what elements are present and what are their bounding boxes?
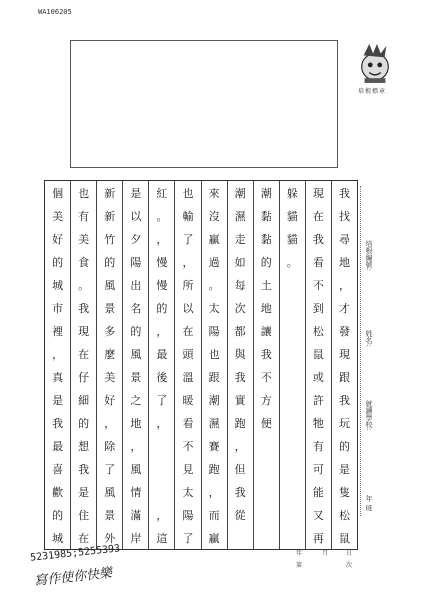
grid-cell: ， — [208, 485, 220, 499]
slogan: 寫作使你快樂 — [33, 565, 113, 590]
grid-cell: 來 — [208, 186, 220, 200]
grid-cell: 情 — [130, 485, 142, 499]
grid-cell: 與 — [234, 347, 246, 361]
grid-cell: 。 — [286, 255, 298, 269]
grid-cell: 都 — [234, 324, 246, 338]
grid-cell: 可 — [312, 462, 324, 476]
grid-cell: ， — [104, 416, 116, 430]
grid-cell: 景 — [130, 370, 142, 384]
grid-cell: 在 — [312, 209, 324, 223]
writing-grid — [44, 180, 358, 550]
grid-cell: 出 — [130, 278, 142, 292]
grid-cell — [280, 342, 305, 365]
grid-cell: 陽 — [208, 324, 220, 338]
grid-cell: 黏 — [260, 209, 272, 223]
grid-cell: 潮 — [208, 393, 220, 407]
grid-cell — [280, 503, 305, 526]
grid-cell: 不 — [260, 370, 272, 384]
grid-cell: 裡 — [52, 324, 64, 338]
grid-cell: 每 — [234, 278, 246, 292]
grid-cell — [280, 365, 305, 388]
grid-cell — [228, 526, 253, 549]
grid-cell: ， — [52, 347, 64, 361]
grid-cell: 現 — [338, 347, 350, 361]
grid-cell — [280, 388, 305, 411]
grid-cell — [254, 503, 279, 526]
grid-cell: 多 — [104, 324, 116, 338]
grid-cell: 風 — [130, 347, 142, 361]
grid-cell: 真 — [52, 370, 64, 384]
grid-cell: 濕 — [208, 416, 220, 430]
grid-cell: 竹 — [104, 232, 116, 246]
grid-cell: 新 — [104, 209, 116, 223]
grid-cell: 不 — [312, 278, 324, 292]
grid-column — [201, 181, 227, 549]
grid-cell: 美 — [104, 370, 116, 384]
phone-numbers: 5231985;5255393 — [29, 543, 121, 564]
grid-cell: 。 — [78, 278, 90, 292]
grid-cell: 找 — [338, 209, 350, 223]
grid-cell: 最 — [156, 347, 168, 361]
grid-cell: 以 — [182, 301, 194, 315]
grid-cell: 實 — [234, 393, 246, 407]
grid-cell: 紅 — [156, 186, 168, 200]
grid-cell: 市 — [52, 301, 64, 315]
grid-cell: 我 — [338, 393, 350, 407]
grid-cell: 景 — [104, 508, 116, 522]
grid-cell: 濕 — [234, 209, 246, 223]
grid-cell: 最 — [52, 439, 64, 453]
grid-cell: 我 — [78, 462, 90, 476]
grid-cell: 仔 — [78, 370, 90, 384]
grid-column — [331, 181, 357, 549]
grid-cell: 能 — [312, 485, 324, 499]
grid-cell: 讓 — [260, 324, 272, 338]
grid-cell: 發 — [338, 324, 350, 338]
grid-cell: ， — [156, 416, 168, 430]
grid-cell: 除 — [104, 439, 116, 453]
grid-cell: 我 — [338, 186, 350, 200]
grid-cell: 次 — [234, 301, 246, 315]
grid-column — [148, 181, 174, 549]
grid-cell: 在 — [78, 531, 90, 545]
grid-cell: 在 — [182, 324, 194, 338]
grid-cell: 隻 — [338, 485, 350, 499]
grid-cell: 從 — [234, 508, 246, 522]
grid-cell: 地 — [130, 416, 142, 430]
grid-cell: 麼 — [104, 347, 116, 361]
grid-cell — [254, 434, 279, 457]
grid-cell: 新 — [104, 186, 116, 200]
grade-class-label: 年 班 — [365, 495, 373, 512]
grid-cell: ， — [130, 439, 142, 453]
grid-cell: 是 — [130, 186, 142, 200]
teacher-comment-box — [70, 40, 338, 168]
month-label: 月 — [322, 550, 329, 557]
grid-cell: 溫 — [182, 370, 194, 384]
grid-column — [227, 181, 253, 549]
grid-cell: 也 — [182, 186, 194, 200]
grid-cell: ， — [338, 278, 350, 292]
grid-cell: 跑 — [234, 416, 246, 430]
grid-cell — [149, 480, 174, 503]
grid-cell — [254, 480, 279, 503]
grid-cell: 滿 — [130, 508, 142, 522]
grid-cell: 歡 — [52, 485, 64, 499]
grid-cell: 我 — [260, 347, 272, 361]
grid-cell — [280, 296, 305, 319]
grid-cell: 食 — [78, 255, 90, 269]
grid-cell: 潮 — [234, 186, 246, 200]
grid-cell: 看 — [312, 255, 324, 269]
grid-cell: 是 — [52, 393, 64, 407]
grid-cell: 我 — [52, 416, 64, 430]
grid-cell: 有 — [78, 209, 90, 223]
grid-cell: 頭 — [182, 347, 194, 361]
grid-cell: ， — [156, 232, 168, 246]
grid-cell — [280, 273, 305, 296]
grid-cell: ， — [182, 255, 194, 269]
grid-column — [96, 181, 122, 549]
grid-cell: 也 — [208, 347, 220, 361]
grid-cell: 風 — [104, 485, 116, 499]
grid-cell: 如 — [234, 255, 246, 269]
grid-cell: 見 — [182, 462, 194, 476]
grid-cell: 陽 — [182, 508, 194, 522]
grid-cell — [280, 434, 305, 457]
grid-cell: 暖 — [182, 393, 194, 407]
grid-cell: 潮 — [260, 186, 272, 200]
grid-cell: 之 — [130, 393, 142, 407]
grid-cell: 城 — [52, 531, 64, 545]
year-label: 年 — [296, 550, 303, 557]
mascot-stamp-icon — [356, 42, 394, 84]
grid-cell: 慢 — [156, 255, 168, 269]
session-suffix: 次 — [346, 562, 353, 569]
grid-cell: 是 — [338, 462, 350, 476]
grid-cell: 後 — [156, 370, 168, 384]
grid-cell: 。 — [156, 209, 168, 223]
grid-cell: 的 — [104, 255, 116, 269]
grid-cell: 慢 — [156, 278, 168, 292]
grid-cell — [280, 319, 305, 342]
grid-cell — [280, 480, 305, 503]
page-code: WA106205 — [38, 8, 72, 16]
grid-cell: 了 — [156, 393, 168, 407]
grid-cell — [280, 411, 305, 434]
grid-cell: 走 — [234, 232, 246, 246]
grid-cell: 了 — [104, 462, 116, 476]
grid-cell: 到 — [312, 301, 324, 315]
grid-cell: 的 — [260, 255, 272, 269]
grid-cell: 想 — [78, 439, 90, 453]
grid-cell: 好 — [104, 393, 116, 407]
grid-cell: 看 — [182, 416, 194, 430]
grid-cell: 了 — [182, 531, 194, 545]
session-prefix: 第 — [296, 562, 303, 569]
grid-cell: 才 — [338, 301, 350, 315]
grid-cell: 的 — [338, 439, 350, 453]
stamp-label: 培根標章 — [358, 88, 387, 95]
grid-cell: 城 — [52, 278, 64, 292]
grid-cell — [280, 526, 305, 549]
grid-cell — [254, 457, 279, 480]
grid-cell: 不 — [182, 439, 194, 453]
grid-cell: 牠 — [312, 416, 324, 430]
grid-cell: 好 — [52, 232, 64, 246]
student-id-label: 培根編號: — [365, 240, 373, 271]
grid-cell: 我 — [234, 485, 246, 499]
name-label: 姓名: — [365, 330, 373, 347]
grid-cell: 了 — [182, 232, 194, 246]
grid-cell: 贏 — [208, 531, 220, 545]
grid-cell: ， — [234, 439, 246, 453]
grid-cell: 太 — [182, 485, 194, 499]
grid-column — [45, 181, 70, 549]
grid-cell: 名 — [130, 301, 142, 315]
grid-cell: 貓 — [286, 232, 298, 246]
grid-cell: 土 — [260, 278, 272, 292]
grid-cell: 但 — [234, 462, 246, 476]
grid-cell: 現 — [78, 324, 90, 338]
grid-cell: 許 — [312, 393, 324, 407]
school-label: 就讀學校: — [365, 400, 373, 431]
grid-cell: 地 — [260, 301, 272, 315]
grid-cell: 我 — [234, 370, 246, 384]
grid-cell: 沒 — [208, 209, 220, 223]
grid-cell: 地 — [338, 255, 350, 269]
grid-cell: ， — [156, 508, 168, 522]
grid-cell — [149, 434, 174, 457]
grid-cell: 景 — [104, 301, 116, 315]
grid-cell: 細 — [78, 393, 90, 407]
grid-cell: 的 — [52, 255, 64, 269]
grid-cell: 便 — [260, 416, 272, 430]
grid-cell: 跑 — [208, 462, 220, 476]
grid-cell: 松 — [312, 324, 324, 338]
grid-cell: 跟 — [338, 370, 350, 384]
grid-cell: 以 — [130, 209, 142, 223]
grid-cell: 贏 — [208, 232, 220, 246]
grid-cell: 我 — [312, 232, 324, 246]
grid-cell: 所 — [182, 278, 194, 292]
day-label: 日 — [346, 550, 353, 557]
grid-cell: 玩 — [338, 416, 350, 430]
grid-cell: 輸 — [182, 209, 194, 223]
grid-cell: 的 — [78, 416, 90, 430]
grid-cell: 賽 — [208, 439, 220, 453]
grid-cell: 住 — [78, 508, 90, 522]
grid-column — [253, 181, 279, 549]
grid-cell: 也 — [78, 186, 90, 200]
grid-cell: 松 — [338, 508, 350, 522]
grid-column — [279, 181, 305, 549]
side-divider — [360, 186, 361, 516]
grid-cell: 又 — [312, 508, 324, 522]
grid-cell: 尋 — [338, 232, 350, 246]
grid-cell: 。 — [208, 278, 220, 292]
grid-cell: 躲 — [286, 186, 298, 200]
grid-column — [174, 181, 200, 549]
grid-cell: 個 — [52, 186, 64, 200]
grid-cell: 夕 — [130, 232, 142, 246]
grid-cell: 我 — [78, 301, 90, 315]
grid-cell: 美 — [52, 209, 64, 223]
grid-cell: ， — [156, 324, 168, 338]
grid-cell: 喜 — [52, 462, 64, 476]
grid-cell: 鼠 — [312, 347, 324, 361]
grid-cell: 過 — [208, 255, 220, 269]
grid-cell — [254, 526, 279, 549]
grid-column — [122, 181, 148, 549]
grid-cell: 是 — [78, 485, 90, 499]
grid-cell: 貓 — [286, 209, 298, 223]
grid-cell — [149, 457, 174, 480]
grid-cell: 而 — [208, 508, 220, 522]
grid-cell: 陽 — [130, 255, 142, 269]
grid-cell: 岸 — [130, 531, 142, 545]
grid-cell: 現 — [312, 186, 324, 200]
grid-cell: 或 — [312, 370, 324, 384]
grid-column — [305, 181, 331, 549]
grid-cell: 外 — [104, 531, 116, 545]
grid-cell: 黏 — [260, 232, 272, 246]
grid-cell: 方 — [260, 393, 272, 407]
grid-cell: 風 — [104, 278, 116, 292]
grid-cell: 太 — [208, 301, 220, 315]
grid-cell — [280, 457, 305, 480]
grid-cell: 有 — [312, 439, 324, 453]
grid-cell: 這 — [156, 531, 168, 545]
grid-cell: 鼠 — [338, 531, 350, 545]
grid-cell: 的 — [156, 301, 168, 315]
grid-cell: 美 — [78, 232, 90, 246]
grid-cell: 在 — [78, 347, 90, 361]
grid-column — [70, 181, 96, 549]
grid-cell: 的 — [52, 508, 64, 522]
grid-cell: 風 — [130, 462, 142, 476]
grid-cell: 跟 — [208, 370, 220, 384]
grid-cell: 的 — [130, 324, 142, 338]
grid-cell: 再 — [312, 531, 324, 545]
